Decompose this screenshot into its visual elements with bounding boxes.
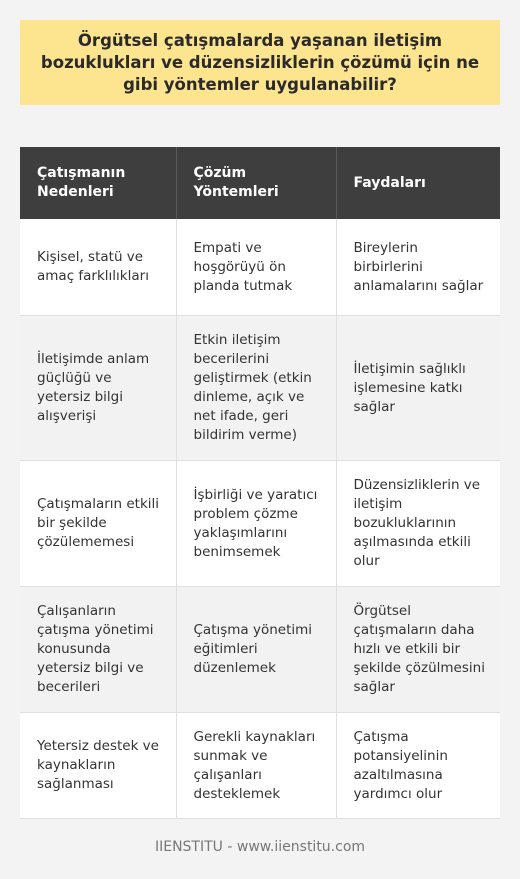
cell-solution: İşbirliği ve yaratıcı problem çözme yaklaşımlarını benimsemek [176, 461, 336, 587]
cell-cause: Çatışmaların etkili bir şekilde çözülememesi [20, 461, 176, 587]
cell-benefit: İletişimin sağlıklı işlemesine katkı sağlar [336, 316, 500, 461]
table-header-row [20, 147, 500, 219]
header-solutions: Çözüm Yöntemleri [176, 147, 336, 219]
cell-solution: Çatışma yönetimi eğitimleri düzenlemek [176, 587, 336, 713]
cell-cause: İletişimde anlam güçlüğü ve yetersiz bilgi alışverişi [20, 316, 176, 461]
header-benefits: Faydaları [336, 147, 500, 219]
header-causes: Çatışmanın Nedenleri [20, 147, 176, 219]
footer-credit: IIENSTITU - www.iienstitu.com [154, 839, 366, 855]
cell-cause: Çalışanların çatışma yönetimi konusunda yetersiz bilgi ve becerileri [20, 587, 176, 713]
table-row [20, 461, 500, 587]
cell-benefit: Düzensizliklerin ve iletişim bozukluklarının aşılmasında etkili olur [336, 461, 500, 587]
cell-solution: Etkin iletişim becerilerini geliştirmek (etkin dinleme, açık ve net ifade, geri bildirim verme) [176, 316, 336, 461]
cell-solution: Empati ve hoşgörüyü ön planda tutmak [176, 219, 336, 316]
page-title: Örgütsel çatışmalarda yaşanan iletişim bozuklukları ve düzensizliklerin çözümü için ne gibi yöntemler uygulanabilir? [20, 20, 500, 105]
table-row [20, 713, 500, 819]
cell-benefit: Çatışma potansiyelinin azaltılmasına yardımcı olur [336, 713, 500, 819]
cell-benefit: Örgütsel çatışmaların daha hızlı ve etkili bir şekilde çözülmesini sağlar [336, 587, 500, 713]
table-row [20, 587, 500, 713]
cell-cause: Yetersiz destek ve kaynakların sağlanması [20, 713, 176, 819]
table-row [20, 316, 500, 461]
cell-solution: Gerekli kaynakları sunmak ve çalışanları desteklemek [176, 713, 336, 819]
cell-benefit: Bireylerin birbirlerini anlamalarını sağlar [336, 219, 500, 316]
table-row [20, 219, 500, 316]
cell-cause: Kişisel, statü ve amaç farklılıkları [20, 219, 176, 316]
solutions-table [20, 147, 500, 819]
